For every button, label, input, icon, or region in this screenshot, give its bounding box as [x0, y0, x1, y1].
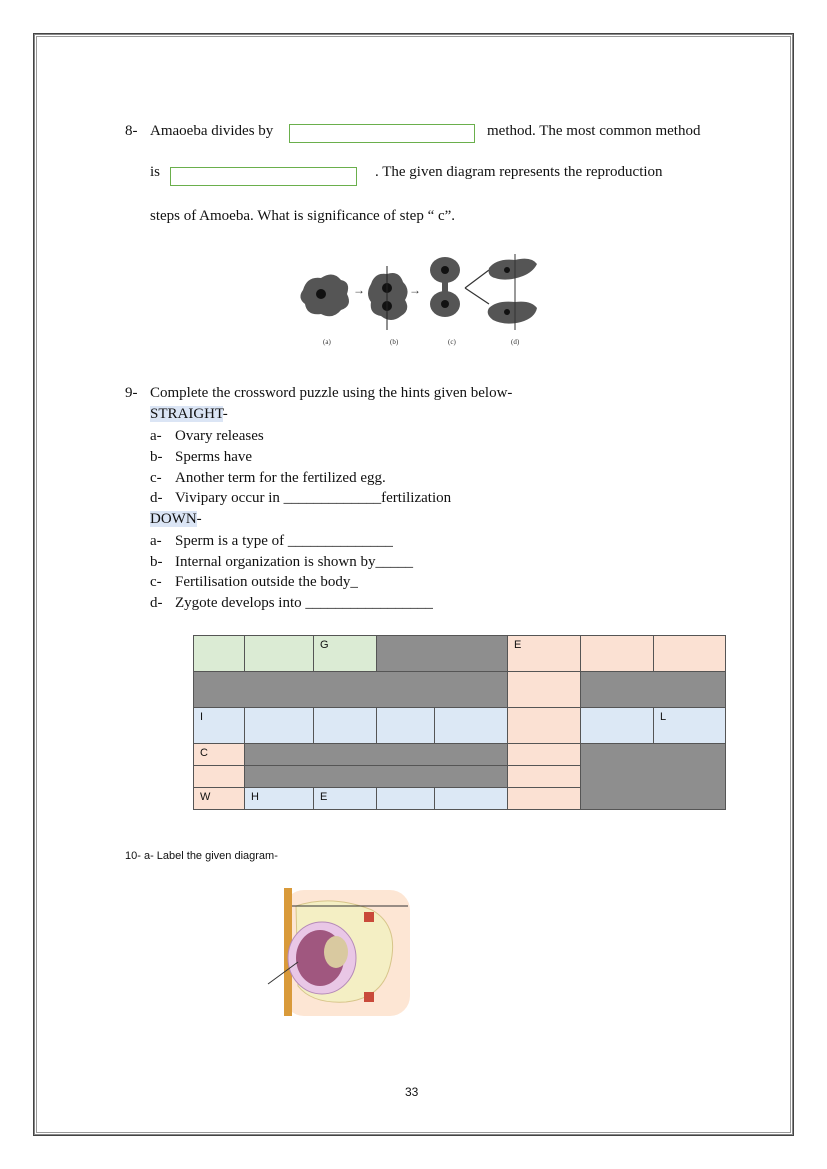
cw-block — [245, 744, 508, 766]
cw-cell[interactable] — [194, 636, 245, 672]
down-key-b: b- — [150, 554, 163, 570]
svg-text:→: → — [353, 283, 365, 297]
cw-cell-e2[interactable]: E — [314, 788, 377, 810]
q8-answer-blank-1[interactable] — [289, 124, 475, 143]
cw-cell[interactable] — [314, 708, 377, 744]
q8-answer-blank-2[interactable] — [170, 167, 357, 186]
crossword-grid — [193, 635, 726, 810]
cw-block — [377, 636, 508, 672]
q8-line1-end: method. The most common method — [487, 123, 701, 139]
q8-line3: steps of Amoeba. What is significance of step “ c”. — [150, 208, 456, 224]
q9-number: 9- — [125, 385, 138, 401]
q8-number: 8- — [125, 123, 138, 139]
cw-cell[interactable] — [377, 788, 435, 810]
amoeba-cell-b — [368, 273, 408, 320]
down-hint-c: Fertilisation outside the body_ — [175, 574, 358, 590]
fig-label-d: (d) — [511, 338, 520, 346]
cw-block — [194, 672, 508, 708]
fig-label-a: (a) — [323, 338, 331, 346]
cw-cell[interactable] — [581, 708, 654, 744]
cw-cell[interactable] — [508, 788, 581, 810]
down-key-d: d- — [150, 595, 163, 611]
straight-hint-c: Another term for the fertilized egg. — [175, 470, 386, 486]
straight-hint-d: Vivipary occur in _____________fertilization — [175, 490, 452, 506]
cw-cell-e[interactable]: E — [508, 636, 581, 672]
cw-block — [581, 744, 726, 810]
q8-line2-start: is — [150, 164, 161, 180]
cw-cell[interactable] — [581, 636, 654, 672]
down-hint-a: Sperm is a type of ______________ — [175, 533, 393, 549]
q8-line2-end: . The given diagram represents the reproduction — [375, 164, 663, 180]
cw-cell[interactable] — [377, 708, 435, 744]
straight-key-d: d- — [150, 490, 163, 506]
down-key-a: a- — [150, 533, 162, 549]
fig-label-b: (b) — [390, 338, 399, 346]
straight-heading: STRAIGHT- — [150, 406, 228, 422]
cw-block — [245, 766, 508, 788]
down-hint-b: Internal organization is shown by_____ — [175, 554, 414, 570]
implantation-diagram — [262, 886, 412, 1018]
fig-label-c: (c) — [448, 338, 456, 346]
down-heading: DOWN- — [150, 511, 202, 527]
svg-text:→: → — [409, 283, 421, 297]
cw-block — [581, 672, 726, 708]
straight-hint-a: Ovary releases — [175, 428, 264, 444]
cw-cell-g[interactable]: G — [314, 636, 377, 672]
cw-cell[interactable] — [508, 744, 581, 766]
down-key-c: c- — [150, 574, 162, 590]
straight-key-c: c- — [150, 470, 162, 486]
cw-cell[interactable] — [435, 708, 508, 744]
cw-cell[interactable] — [508, 708, 581, 744]
cw-cell[interactable] — [654, 636, 726, 672]
cw-cell[interactable] — [194, 766, 245, 788]
cw-cell-l[interactable]: L — [654, 708, 726, 744]
cw-cell[interactable] — [508, 766, 581, 788]
cw-cell-w[interactable]: W — [194, 788, 245, 810]
straight-key-b: b- — [150, 449, 163, 465]
q8-line1-start: Amaoeba divides by — [150, 123, 274, 139]
q10-heading: 10- a- Label the given diagram- — [125, 850, 278, 862]
cw-cell-h[interactable]: H — [245, 788, 314, 810]
cw-cell[interactable] — [435, 788, 508, 810]
cw-cell[interactable] — [245, 636, 314, 672]
cw-cell[interactable] — [508, 672, 581, 708]
straight-key-a: a- — [150, 428, 162, 444]
straight-hint-b: Sperms have — [175, 449, 253, 465]
cw-cell[interactable] — [245, 708, 314, 744]
q9-intro: Complete the crossword puzzle using the hints given below- — [150, 385, 513, 401]
cw-cell-i[interactable]: I — [194, 708, 245, 744]
cw-cell-c[interactable]: C — [194, 744, 245, 766]
amoeba-binary-fission-figure — [293, 252, 547, 348]
page-number: 33 — [405, 1085, 419, 1099]
down-hint-d: Zygote develops into _________________ — [175, 595, 433, 611]
